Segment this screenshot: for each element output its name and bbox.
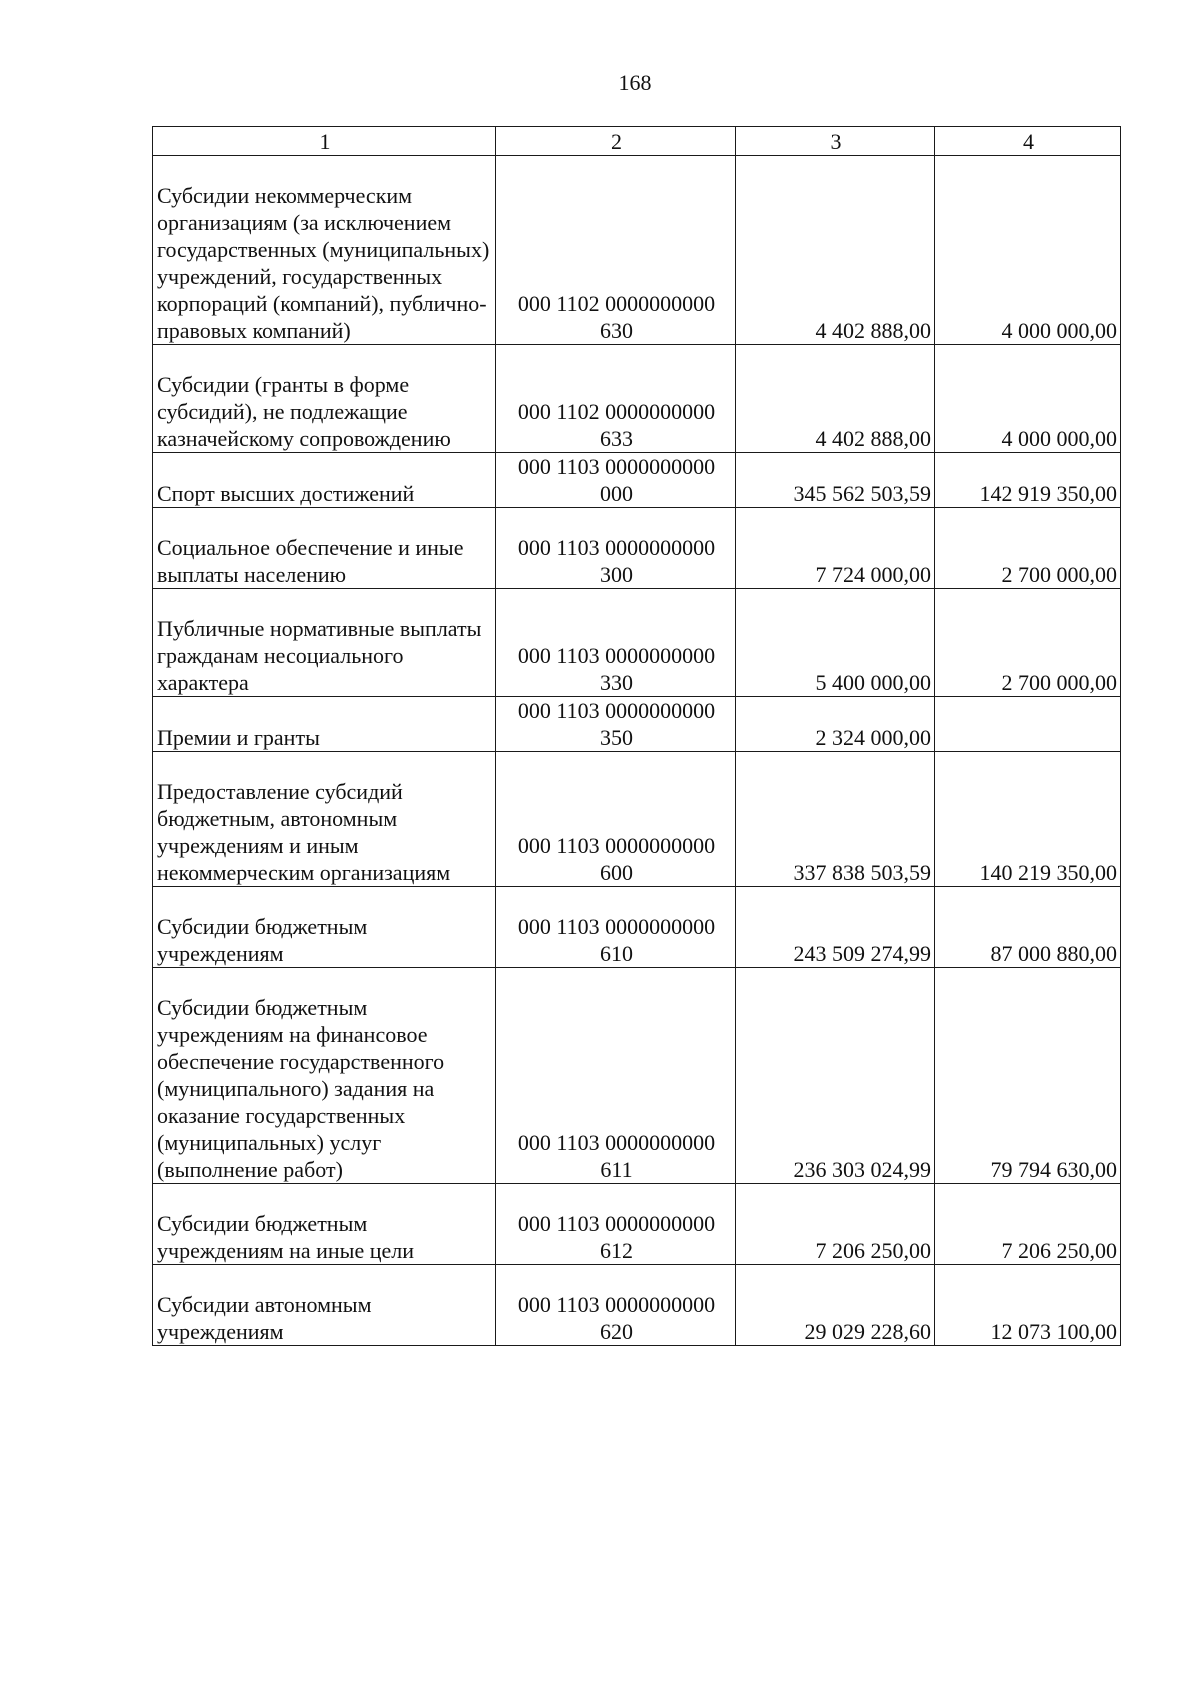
table-body — [153, 156, 1121, 1346]
row-value-col3: 4 402 888,00 — [736, 156, 935, 345]
code-type: 300 — [600, 562, 633, 587]
row-value-col3: 2 324 000,00 — [736, 697, 935, 752]
row-code — [496, 1265, 736, 1346]
table-header — [153, 127, 1121, 156]
code-section: 000 1103 0000000000 — [517, 643, 716, 668]
row-value-col3: 29 029 228,60 — [736, 1265, 935, 1346]
code-type: 000 — [600, 481, 633, 506]
table-row — [153, 752, 1121, 887]
row-name: Субсидии некоммерческим организациям (за исключением государственных (муниципальных) учреждений, государственных корпораций (компаний), публично-правовых компаний) — [153, 156, 496, 345]
row-value-col3: 7 206 250,00 — [736, 1184, 935, 1265]
code-section: 000 1103 0000000000 — [517, 454, 716, 479]
code-type: 612 — [600, 1238, 633, 1263]
code-type: 633 — [600, 426, 633, 451]
code-type: 350 — [600, 725, 633, 750]
row-code — [496, 1184, 736, 1265]
row-name: Социальное обеспечение и иные выплаты населению — [153, 508, 496, 589]
row-name: Субсидии бюджетным учреждениям на иные цели — [153, 1184, 496, 1265]
row-code — [496, 697, 736, 752]
row-name: Субсидии автономным учреждениям — [153, 1265, 496, 1346]
table-row — [153, 1265, 1121, 1346]
header-col-4: 4 — [935, 127, 1121, 156]
row-value-col4: 140 219 350,00 — [935, 752, 1121, 887]
row-name: Премии и гранты — [153, 697, 496, 752]
row-value-col4: 2 700 000,00 — [935, 589, 1121, 697]
row-value-col3: 337 838 503,59 — [736, 752, 935, 887]
table-row — [153, 453, 1121, 508]
header-row — [153, 127, 1121, 156]
row-code — [496, 752, 736, 887]
row-name: Спорт высших достижений — [153, 453, 496, 508]
row-name: Предоставление субсидий бюджетным, автономным учреждениям и иным некоммерческим организациям — [153, 752, 496, 887]
code-type: 330 — [600, 670, 633, 695]
row-name: Субсидии бюджетным учреждениям — [153, 887, 496, 968]
table-row — [153, 697, 1121, 752]
code-section: 000 1103 0000000000 — [517, 1211, 716, 1236]
header-col-2: 2 — [496, 127, 736, 156]
row-value-col4: 87 000 880,00 — [935, 887, 1121, 968]
code-section: 000 1102 0000000000 — [517, 291, 716, 316]
code-section: 000 1103 0000000000 — [517, 698, 716, 723]
row-value-col3: 5 400 000,00 — [736, 589, 935, 697]
row-code — [496, 453, 736, 508]
table-row — [153, 508, 1121, 589]
row-code — [496, 968, 736, 1184]
row-code — [496, 156, 736, 345]
row-name: Публичные нормативные выплаты гражданам несоциального характера — [153, 589, 496, 697]
code-type: 610 — [600, 941, 633, 966]
row-value-col4: 4 000 000,00 — [935, 345, 1121, 453]
row-code — [496, 508, 736, 589]
code-section: 000 1103 0000000000 — [517, 1292, 716, 1317]
row-name: Субсидии бюджетным учреждениям на финансовое обеспечение государственного (муниципального) задания на оказание государственных (муниципальных) услуг (выполнение работ) — [153, 968, 496, 1184]
code-section: 000 1103 0000000000 — [517, 535, 716, 560]
table-row — [153, 887, 1121, 968]
row-code — [496, 887, 736, 968]
row-value-col4: 142 919 350,00 — [935, 453, 1121, 508]
row-value-col3: 243 509 274,99 — [736, 887, 935, 968]
row-value-col4: 12 073 100,00 — [935, 1265, 1121, 1346]
code-section: 000 1103 0000000000 — [517, 1130, 716, 1155]
row-value-col3: 345 562 503,59 — [736, 453, 935, 508]
code-type: 611 — [600, 1157, 633, 1182]
row-value-col3: 236 303 024,99 — [736, 968, 935, 1184]
row-value-col4 — [935, 697, 1121, 752]
page-number: 168 — [618, 70, 652, 95]
row-code — [496, 345, 736, 453]
row-name: Субсидии (гранты в форме субсидий), не подлежащие казначейскому сопровождению — [153, 345, 496, 453]
code-section: 000 1103 0000000000 — [517, 833, 716, 858]
table-row — [153, 156, 1121, 345]
code-section: 000 1102 0000000000 — [517, 399, 716, 424]
table-row — [153, 1184, 1121, 1265]
row-value-col3: 4 402 888,00 — [736, 345, 935, 453]
table-row — [153, 968, 1121, 1184]
row-value-col4: 7 206 250,00 — [935, 1184, 1121, 1265]
header-col-1: 1 — [153, 127, 496, 156]
row-value-col4: 79 794 630,00 — [935, 968, 1121, 1184]
row-value-col4: 4 000 000,00 — [935, 156, 1121, 345]
code-type: 620 — [600, 1319, 633, 1344]
table-row — [153, 345, 1121, 453]
code-type: 600 — [600, 860, 633, 885]
row-code — [496, 589, 736, 697]
header-col-3: 3 — [736, 127, 935, 156]
budget-table — [152, 126, 1121, 1346]
table-row — [153, 589, 1121, 697]
row-value-col3: 7 724 000,00 — [736, 508, 935, 589]
row-value-col4: 2 700 000,00 — [935, 508, 1121, 589]
code-type: 630 — [600, 318, 633, 343]
code-section: 000 1103 0000000000 — [517, 914, 716, 939]
